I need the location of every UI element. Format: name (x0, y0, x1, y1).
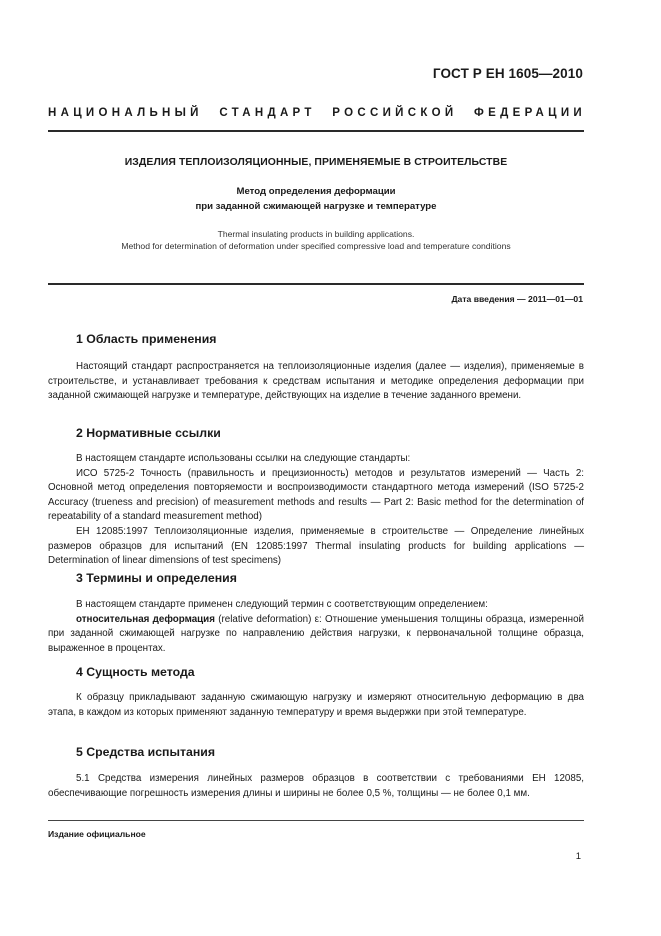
section-5-heading: 5 Средства испытания (76, 745, 215, 759)
section-2-paragraph-1: В настоящем стандарте использованы ссылки на следующие стандарты: (76, 453, 411, 464)
section-1-heading: 1 Область применения (76, 332, 217, 346)
section-5-paragraph: 5.1 Средства измерения линейных размеров образцов в соответствии с требованиями ЕН 12085, обеспечивающие погрешность измерения длины и ширины не более 0,5 %, толщины — не более 0,1 мм. (48, 773, 584, 799)
page-number: 1 (575, 851, 581, 862)
section-2-heading: 2 Нормативные ссылки (76, 426, 221, 440)
section-2-text (48, 452, 584, 569)
national-standard-banner: НАЦИОНАЛЬНЫЙ СТАНДАРТ РОССИЙСКОЙ ФЕДЕРАЦИИ (48, 107, 586, 119)
title-rule (48, 283, 584, 285)
section-4-heading: 4 Сущность метода (76, 665, 195, 679)
section-3-paragraph-2 (48, 613, 584, 657)
section-3-heading: 3 Термины и определения (76, 571, 237, 585)
term-relative-deformation: относительная деформация (76, 613, 215, 625)
term-definition: (relative deformation) ε: Отношение уменьшения толщины образца, измеренной при заданной сжимающей нагрузке по направлению действия нагрузки, к первоначальной толщине образца, выраженное в процентах. (48, 613, 585, 654)
section-5-text (48, 772, 584, 801)
section-4-text (48, 691, 584, 720)
header-rule (48, 130, 584, 132)
section-4-paragraph: К образцу прикладывают заданную сжимающую нагрузку и измеряют относительную деформацию в два этапа, в каждом из которых применяют заданную температуру и время выдержки при этой температуре. (48, 692, 584, 718)
standard-subtitle-line1: Метод определения деформации (236, 186, 396, 197)
english-title-line2: Method for determination of deformation under specified compressive load and temperature conditions (121, 241, 511, 251)
english-title-line1: Thermal insulating products in building applications. (217, 229, 415, 239)
section-3-paragraph-1: В настоящем стандарте применен следующий термин с соответствующим определением: (76, 599, 488, 610)
section-3-text (48, 598, 584, 656)
section-1-paragraph: Настоящий стандарт распространяется на теплоизоляционные изделия (далее — изделия), применяемые в строительстве, и устанавливает требования к средствам испытания и методике определения деформации при заданной сжимающей нагрузке и температуре, действующих на изделие в течение заданного времени. (48, 361, 584, 402)
section-2-paragraph-3: ЕН 12085:1997 Теплоизоляционные изделия, применяемые в строительстве — Определение линейных размеров образцов для испытаний (EN 12085:1997 Thermal insulating products for building applications — Determination of linear dimensions of test specimens) (48, 525, 584, 567)
official-edition-label: Издание официальное (48, 829, 146, 839)
document-number: ГОСТ Р ЕН 1605—2010 (432, 66, 583, 81)
section-1-text (48, 360, 584, 404)
section-2-paragraph-2: ИСО 5725-2 Точность (правильность и прецизионность) методов и результатов измерений — Часть 2: Основной метод определения повторяемости и воспроизводимости стандартного метода измерений (ISO 5725-2 Accuracy (trueness and precision) of measurement methods and results — Part 2: Basic method for the determination of repeatability of a standard measurement method) (48, 467, 584, 523)
footer-rule (48, 820, 584, 821)
standard-subtitle-line2: при заданной сжимающей нагрузке и температуре (195, 201, 437, 212)
standard-title: ИЗДЕЛИЯ ТЕПЛОИЗОЛЯЦИОННЫЕ, ПРИМЕНЯЕМЫЕ В СТРОИТЕЛЬСТВЕ (124, 157, 508, 168)
introduction-date: Дата введения — 2011—01—01 (451, 294, 583, 304)
